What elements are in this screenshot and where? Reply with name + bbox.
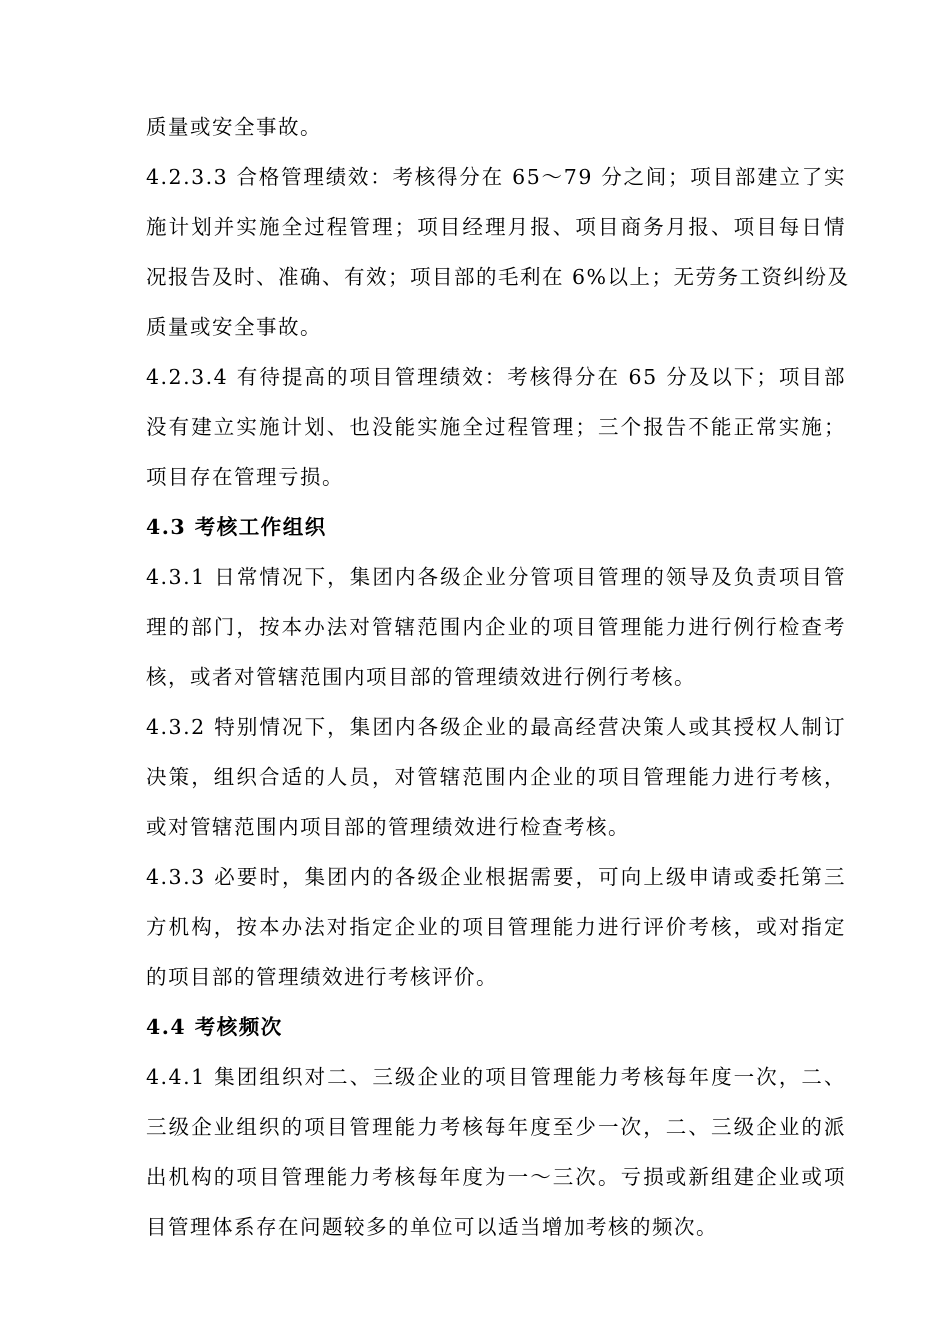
paragraph-line: 理的部门，按本办法对管辖范围内企业的项目管理能力进行例行检查考 (146, 615, 846, 639)
paragraph-line: 施计划并实施全过程管理；项目经理月报、项目商务月报、项目每日情 (146, 215, 846, 239)
paragraph-line: 目管理体系存在问题较多的单位可以适当增加考核的频次。 (146, 1215, 718, 1239)
paragraph-line: 方机构，按本办法对指定企业的项目管理能力进行评价考核，或对指定 (146, 915, 846, 939)
clause-4-3-2-line: 4.3.2 特别情况下，集团内各级企业的最高经营决策人或其授权人制订 (146, 715, 846, 739)
paragraph-line: 三级企业组织的项目管理能力考核每年度至少一次，二、三级企业的派 (146, 1115, 846, 1139)
section-heading-4-4: 4.4 考核频次 (146, 1015, 283, 1039)
paragraph-line: 出机构的项目管理能力考核每年度为一～三次。亏损或新组建企业或项 (146, 1165, 846, 1189)
clause-4-4-1-line: 4.4.1 集团组织对二、三级企业的项目管理能力考核每年度一次，二、 (146, 1065, 846, 1089)
paragraph-line: 质量或安全事故。 (146, 115, 322, 139)
clause-4-3-3-line: 4.3.3 必要时，集团内的各级企业根据需要，可向上级申请或委托第三 (146, 865, 846, 889)
paragraph-line: 的项目部的管理绩效进行考核评价。 (146, 965, 498, 989)
paragraph-line: 项目存在管理亏损。 (146, 465, 344, 489)
paragraph-line: 决策，组织合适的人员，对管辖范围内企业的项目管理能力进行考核， (146, 765, 846, 789)
clause-4-2-3-4-line: 4.2.3.4 有待提高的项目管理绩效：考核得分在 65 分及以下；项目部 (146, 365, 846, 389)
clause-4-2-3-3-line: 4.2.3.3 合格管理绩效：考核得分在 65～79 分之间；项目部建立了实 (146, 165, 846, 189)
paragraph-line: 核，或者对管辖范围内项目部的管理绩效进行例行考核。 (146, 665, 696, 689)
paragraph-line: 没有建立实施计划、也没能实施全过程管理；三个报告不能正常实施； (146, 415, 846, 439)
paragraph-line: 况报告及时、准确、有效；项目部的毛利在 6%以上；无劳务工资纠纷及 (146, 265, 850, 289)
paragraph-line: 或对管辖范围内项目部的管理绩效进行检查考核。 (146, 815, 630, 839)
clause-4-3-1-line: 4.3.1 日常情况下，集团内各级企业分管项目管理的领导及负责项目管 (146, 565, 846, 589)
paragraph-line: 质量或安全事故。 (146, 315, 322, 339)
section-heading-4-3: 4.3 考核工作组织 (146, 515, 327, 539)
